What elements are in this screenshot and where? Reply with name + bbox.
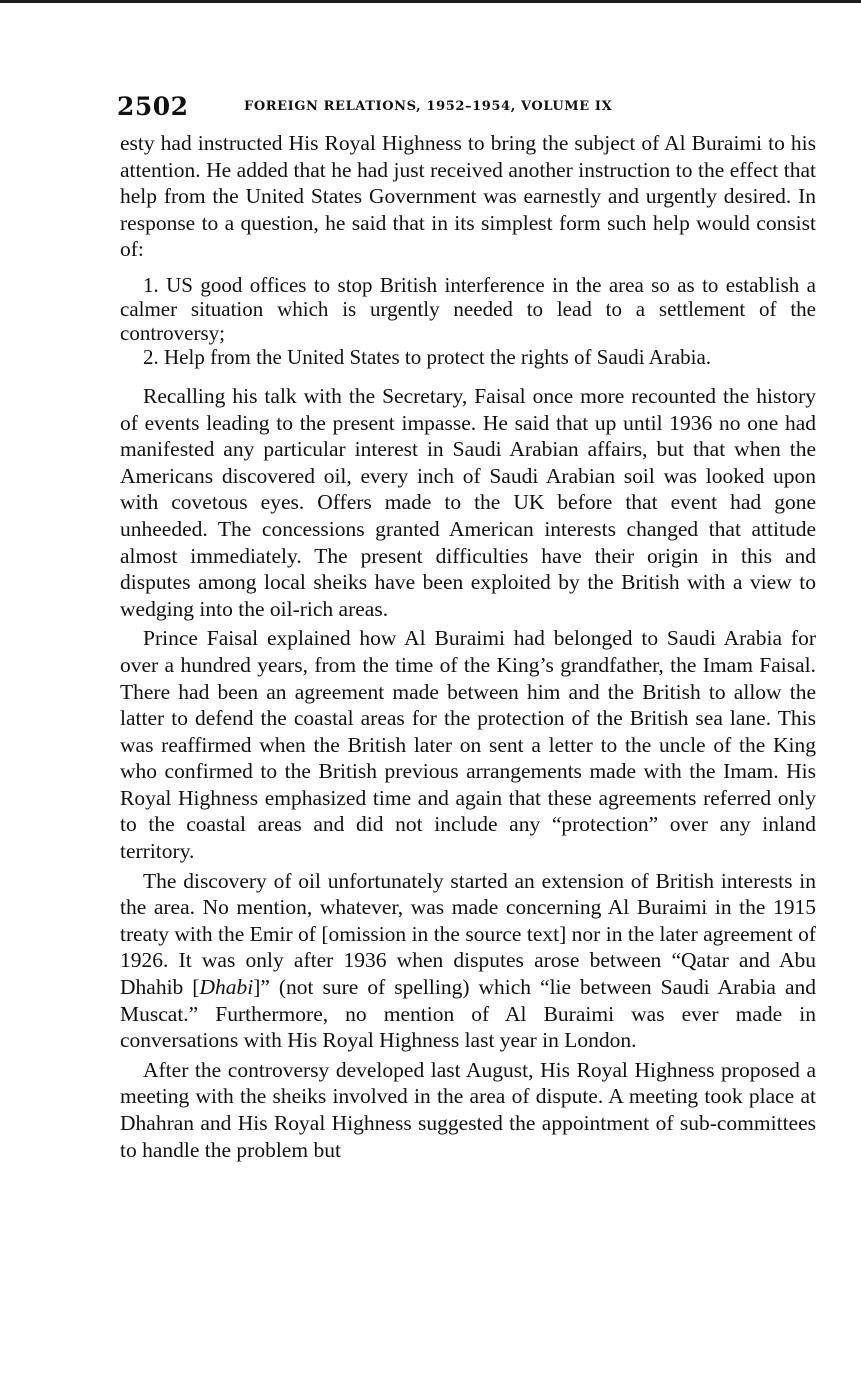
paragraph-buraimi-history: Prince Faisal explained how Al Buraimi had belonged to Saudi Arabia for over a hundred years, from the time of the King’s grandfather, the Imam Faisal. There had been an agreement made between him and the British to allow the latter to defend the coastal areas for the protection of the British sea lane. This was reaffirmed when the British later on sent a letter to the uncle of the King who confirmed to the British previous arrangements made with the Imam. His Royal Highness emphasized time and again that these agreements referred only to the coastal areas and did not include any “protection” over any inland territory. [120, 626, 816, 864]
document-page [117, 92, 816, 1163]
body-text [120, 130, 816, 1163]
paragraph-controversy: After the controversy developed last August, His Royal Highness proposed a meeting with the sheiks involved in the area of dispute. A meeting took place at Dhahran and His Royal Highness suggested the appointment of sub-committees to handle the problem but [120, 1057, 816, 1162]
paragraph-continued: esty had instructed His Royal Highness to bring the subject of Al Buraimi to his attention. He added that he had just received another instruction to the effect that help from the United States Government was earnestly and urgently desired. In response to a question, he said that in its simplest form such help would consist of: [120, 131, 816, 262]
paragraph-oil-discovery: The discovery of oil unfortunately started an extension of British interests in the area. No mention, whatever, was made concerning Al Buraimi in the 1915 treaty with the Emir of [omission in the source text] nor in the later agreement of 1926. It was only after 1936 when disputes arose between “Qatar and Abu Dhahib [Dhabi]” (not sure of spelling) which “lie between Saudi Arabia and Muscat.” Furthermore, no mention of Al Buraimi was ever made in conversations with His Royal Highness last year in London. [120, 868, 816, 1053]
running-header-title: FOREIGN RELATIONS, 1952–1954, VOLUME IX [244, 99, 613, 114]
list-item-2: 2. Help from the United States to protect the rights of Saudi Arabia. [143, 344, 712, 369]
page-top-edge [0, 0, 861, 3]
running-header [117, 92, 816, 126]
paragraph-history: Recalling his talk with the Secretary, Faisal once more recounted the history of events leading to the present impasse. He said that up until 1936 no one had manifested any particular interest in Saudi Arabian affairs, but that when the Americans discovered oil, every inch of Saudi Arabian soil was looked upon with covetous eyes. Offers made to the UK before that event had gone unheeded. The concessions granted American interests changed that attitude almost immediately. The present difficulties have their origin in this and disputes among local sheiks have been exploited by the British with a view to wedging into the oil-rich areas. [120, 383, 816, 621]
page-number: 2502 [117, 92, 189, 121]
list-item-1: 1. US good offices to stop British interference in the area so as to establish a calmer situation which is urgently needed to lead to a settlement of the controversy; [120, 272, 816, 345]
